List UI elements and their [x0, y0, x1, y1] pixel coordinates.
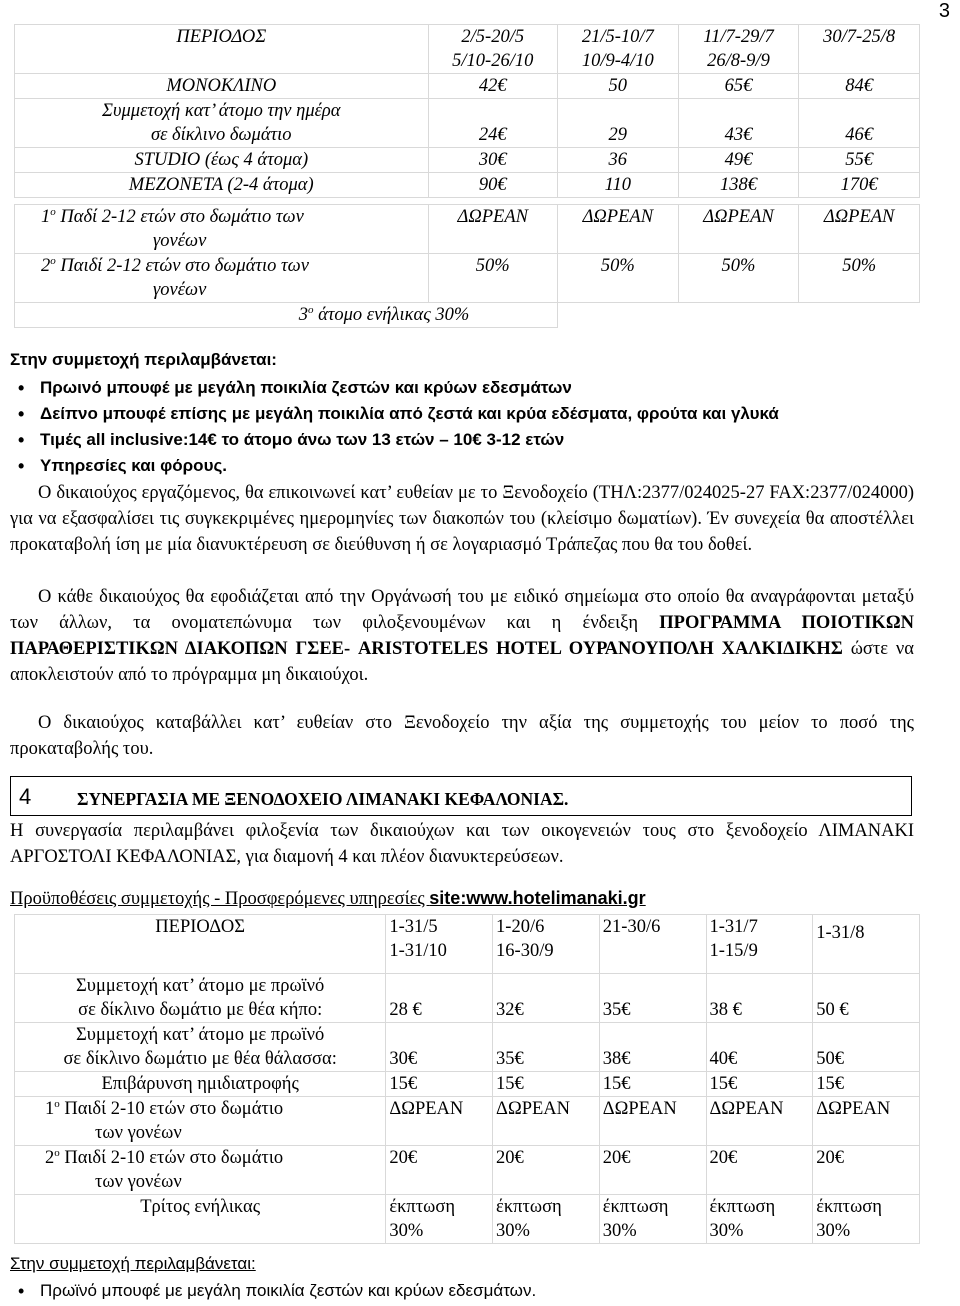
section-heading: [10, 776, 912, 816]
cell: [599, 1195, 706, 1244]
inclusions-title: Στην συμμετοχή περιλαμβάνεται:: [10, 350, 277, 369]
row-label: [15, 1023, 386, 1072]
row-label-line2: των γονέων: [95, 1123, 182, 1143]
ordinal-num: 3: [298, 305, 308, 325]
cell: 138€: [678, 173, 799, 198]
cell: ΔΩΡΕΑΝ: [493, 1097, 600, 1146]
row-label: [15, 1146, 386, 1195]
cell: 29: [557, 99, 678, 148]
row-label-line1: Συμμετοχή κατ’ άτομο με πρωϊνό: [76, 1025, 325, 1045]
cell: [706, 1195, 813, 1244]
table-header-row: [15, 25, 920, 74]
table-row: [15, 99, 920, 148]
cell: 50%: [678, 254, 799, 303]
period-col-1-line2: 1-31/10: [389, 941, 447, 961]
inclusions-list: [10, 375, 779, 479]
period-header: ΠΕΡΙΟΔΟΣ: [15, 915, 386, 974]
section-number: 4: [19, 784, 32, 809]
list-item: • Πρωινό μπουφέ με μεγάλη ποικιλία ζεστών και κρύων εδεσμάτων: [10, 375, 779, 401]
discount-line2: 30%: [709, 1221, 744, 1241]
row-label: [15, 1097, 386, 1146]
cell: ΔΩΡΕΑΝ: [799, 205, 920, 254]
paragraph-contact: [10, 480, 914, 558]
period-col-1-line1: 2/5-20/5: [461, 27, 525, 47]
discount-line1: έκπτωση: [389, 1197, 456, 1217]
discount-line1: έκπτωση: [816, 1197, 882, 1217]
cell: 50€: [813, 1023, 920, 1072]
ordinal-sup: ο: [50, 254, 56, 267]
paragraph-payment: [10, 710, 914, 762]
row-label-line2: των γονέων: [95, 1172, 182, 1192]
paragraph-text: Ο κάθε δικαιούχος θα εφοδιάζεται από την Οργάνωσή του με ειδικό σημείωμα στο οποίο θα αναγράφονται μεταξύ των άλλων, τα ονοματεπώνυμα των φιλοξενουμένων και η ένδειξη: [10, 587, 914, 633]
cell: 15€: [706, 1072, 813, 1097]
period-col-2-line2: 16-30/9: [496, 941, 554, 961]
discount-line2: 30%: [816, 1221, 851, 1241]
discount-line1: έκπτωση: [602, 1197, 669, 1217]
cell: 30€: [428, 148, 557, 173]
cell: 20€: [706, 1146, 813, 1195]
price-table-aristoteles: [14, 24, 920, 328]
cell: 49€: [678, 148, 799, 173]
period-col-5: 1-31/8: [813, 915, 920, 974]
cell: 35€: [493, 1023, 600, 1072]
ordinal-num: 1: [45, 1099, 55, 1119]
cell: 50 €: [813, 974, 920, 1023]
row-label: STUDIO (έως 4 άτομα): [15, 148, 429, 173]
paragraph-voucher: [10, 584, 914, 688]
row-label-line2: σε δίκλινο δωμάτιο με θέα θάλασσα:: [63, 1049, 337, 1069]
paragraph-text: Ο δικαιούχος καταβάλλει κατ’ ευθείαν στο Ξενοδοχείο την αξία της συμμετοχής του μείον το ποσό της προκαταβολής του.: [10, 713, 914, 759]
prerequisites-line: [10, 888, 646, 910]
cell: 38 €: [706, 974, 813, 1023]
cell: 15€: [493, 1072, 600, 1097]
cell: ΔΩΡΕΑΝ: [386, 1097, 493, 1146]
cell: 84€: [799, 74, 920, 99]
ordinal-num: 2: [45, 1148, 55, 1168]
period-col-4: 30/7-25/8: [799, 25, 920, 74]
table-row: [15, 1023, 920, 1072]
cell: 42€: [428, 74, 557, 99]
ordinal-num: 2: [41, 256, 51, 276]
row-label: [15, 205, 429, 254]
table-row: [15, 1097, 920, 1146]
cell: ΔΩΡΕΑΝ: [599, 1097, 706, 1146]
paragraph-cooperation: Η συνεργασία περιλαμβάνει φιλοξενία των δικαιούχων και των οικογενειών τους στο ξενοδοχείο ΛΙΜΑΝΑΚΙ ΑΡΓΟΣΤΟΛΙ ΚΕΦΑΛΟΝΙΑΣ, για διαμονή 4 και πλέον διανυκτερεύσεων.: [10, 821, 914, 867]
list-item: • Πρωϊνό μπουφέ με μεγάλη ποικιλία ζεστών και κρύων εδεσμάτων.: [10, 1278, 536, 1304]
period-col-3-line2: 26/8-9/9: [707, 51, 770, 71]
ordinal-sup: ο: [50, 205, 56, 218]
cell: 90€: [428, 173, 557, 198]
third-adult-text: άτομο ενήλικας 30%: [313, 305, 470, 325]
period-col-4-line2: 1-15/9: [709, 941, 758, 961]
list-item: • Δείπνο μπουφέ επίσης με μεγάλη ποικιλία από ζεστά και κρύα εδέσματα, φρούτα και γλυκά: [10, 401, 779, 427]
row-label: [15, 254, 429, 303]
period-col-2-line2: 10/9-4/10: [581, 51, 654, 71]
table-row: [15, 173, 920, 198]
cell: 170€: [799, 173, 920, 198]
period-col-4: [706, 915, 813, 974]
cell: [386, 1195, 493, 1244]
table-spacer: [15, 198, 920, 205]
row-label: ΜΕΖΟΝΕΤΑ (2-4 άτομα): [15, 173, 429, 198]
period-col-1-line2: 5/10-26/10: [452, 51, 534, 71]
period-col-1: [428, 25, 557, 74]
paragraph-text: ώστε να αποκλειστούν από το πρόγραμμα μη δικαιούχοι.: [10, 639, 914, 685]
row-label-cont: γονέων: [153, 280, 207, 300]
period-col-3: 21-30/6: [599, 915, 706, 974]
cell: ΔΩΡΕΑΝ: [557, 205, 678, 254]
cell: 20€: [386, 1146, 493, 1195]
cell: 65€: [678, 74, 799, 99]
row-label: ΜΟΝΟΚΛΙΝΟ: [15, 74, 429, 99]
table-row: [15, 303, 920, 328]
price-table-limanaki: [14, 914, 920, 1244]
period-col-2: [557, 25, 678, 74]
cell: 30€: [386, 1023, 493, 1072]
period-header: ΠΕΡΙΟΔΟΣ: [15, 25, 429, 74]
row-label-cont: γονέων: [153, 231, 207, 251]
row-label-line1: Συμμετοχή κατ’ άτομο την ημέρα: [102, 101, 341, 121]
cell: ΔΩΡΕΑΝ: [428, 205, 557, 254]
period-col-4-line1: 1-31/7: [709, 917, 758, 937]
row-label-line1: Συμμετοχή κατ’ άτομο με πρωϊνό: [76, 976, 325, 996]
cell: 50%: [557, 254, 678, 303]
cell: 50: [557, 74, 678, 99]
table-header-row: [15, 915, 920, 974]
inclusions-list-2: [10, 1278, 536, 1304]
discount-line2: 30%: [602, 1221, 637, 1241]
period-col-3-line1: 11/7-29/7: [703, 27, 774, 47]
row-label-line1: Παιδί 2-10 ετών στο δωμάτιο: [59, 1148, 284, 1168]
table-row: [15, 74, 920, 99]
list-item: • Υπηρεσίες και φόρους.: [10, 453, 779, 479]
row-label-line2: σε δίκλινο δωμάτιο: [150, 125, 292, 145]
table-row: [15, 974, 920, 1023]
cell: 24€: [428, 99, 557, 148]
inclusions-title-2: Στην συμμετοχή περιλαμβάνεται:: [10, 1254, 256, 1273]
table-row: [15, 1146, 920, 1195]
table-row: [15, 254, 920, 303]
cell: 46€: [799, 99, 920, 148]
cell: 15€: [386, 1072, 493, 1097]
ordinal-num: 1: [41, 207, 51, 227]
period-col-2: [493, 915, 600, 974]
cell: 20€: [599, 1146, 706, 1195]
ordinal-sup: ο: [307, 303, 314, 316]
discount-line2: 30%: [389, 1221, 424, 1241]
page-number: 3: [938, 0, 950, 22]
cell: [813, 1195, 920, 1244]
cell: 20€: [813, 1146, 920, 1195]
cell: 43€: [678, 99, 799, 148]
cell: 15€: [599, 1072, 706, 1097]
cell: 36: [557, 148, 678, 173]
cell: 40€: [706, 1023, 813, 1072]
cell: 50%: [799, 254, 920, 303]
table-row: [15, 1072, 920, 1097]
cell: 35€: [599, 974, 706, 1023]
table-row: [15, 205, 920, 254]
third-adult-label: [15, 303, 558, 328]
cell: 110: [557, 173, 678, 198]
discount-line2: 30%: [496, 1221, 530, 1241]
cell: 32€: [493, 974, 600, 1023]
discount-line1: έκπτωση: [496, 1197, 562, 1217]
period-col-2-line1: 21/5-10/7: [581, 27, 654, 47]
period-col-2-line1: 1-20/6: [496, 917, 545, 937]
cell: 15€: [813, 1072, 920, 1097]
cell: ΔΩΡΕΑΝ: [706, 1097, 813, 1146]
table-row: [15, 148, 920, 173]
cell: 55€: [799, 148, 920, 173]
row-label: Επιβάρυνση ημιδιατροφής: [15, 1072, 386, 1097]
cell: [493, 1195, 600, 1244]
cell: ΔΩΡΕΑΝ: [813, 1097, 920, 1146]
program-name: ΠΡΟΓΡΑΜΜΑ ΠΟΙΟΤΙΚΩΝ ΠΑΡΑΘΕΡΙΣΤΙΚΩΝ ΔΙΑΚΟΠΩΝ ΓΣΕΕ- ARISTOTELES HOTEL ΟΥΡΑΝΟΥΠΟΛΗ ΧΑΛΚΙΔΙΚΗΣ: [10, 613, 914, 659]
cell: ΔΩΡΕΑΝ: [678, 205, 799, 254]
row-label: Τρίτος ενήλικας: [15, 1195, 386, 1244]
table-row: [15, 1195, 920, 1244]
period-col-1-line1: 1-31/5: [389, 917, 438, 937]
paragraph-text: Ο δικαιούχος εργαζόμενος, θα επικοινωνεί κατ’ ευθείαν με το Ξενοδοχείο (ΤΗΛ:2377/024025-27 FAX:2377/024000) για να εξασφαλίσει τις συγκεκριμένες ημερομηνίες των διακοπών του (κλείσιμο δωματίων). Έν συνεχεία θα αποστέλλει προκαταβολή ίση με μία διανυκτέρευση σε διεύθυνση ή σε λογαριασμό Τράπεζας που θα του δοθεί.: [10, 483, 914, 555]
cell: 38€: [599, 1023, 706, 1072]
discount-line1: έκπτωση: [709, 1197, 776, 1217]
cell: 28 €: [386, 974, 493, 1023]
ordinal-sup: ο: [54, 1097, 60, 1110]
cell: 20€: [493, 1146, 600, 1195]
row-label: [15, 974, 386, 1023]
row-label: [15, 99, 429, 148]
cell: 50%: [428, 254, 557, 303]
row-label-text: Παιδί 2-12 ετών στο δωμάτιο των: [55, 256, 309, 276]
section-title: ΣΥΝΕΡΓΑΣΙΑ ΜΕ ΞΕΝΟΔΟΧΕΙΟ ΛΙΜΑΝΑΚΙ ΚΕΦΑΛΟΝΙΑΣ.: [77, 789, 569, 809]
row-label-text: Παδί 2-12 ετών στο δωμάτιο των: [55, 207, 304, 227]
ordinal-sup: ο: [54, 1146, 60, 1159]
row-label-line2: σε δίκλινο δωμάτιο με θέα κήπο:: [78, 1000, 323, 1020]
website-link[interactable]: site:www.hotelimanaki.gr: [429, 888, 646, 908]
row-label-line1: Παιδί 2-10 ετών στο δωμάτιο: [59, 1099, 284, 1119]
list-item: • Τιμές all inclusive:14€ το άτομο άνω των 13 ετών – 10€ 3-12 ετών: [10, 427, 779, 453]
period-col-3: [678, 25, 799, 74]
prerequisites-text: Προϋποθέσεις συμμετοχής - Προσφερόμενες υπηρεσίες: [10, 889, 430, 909]
period-col-1: [386, 915, 493, 974]
